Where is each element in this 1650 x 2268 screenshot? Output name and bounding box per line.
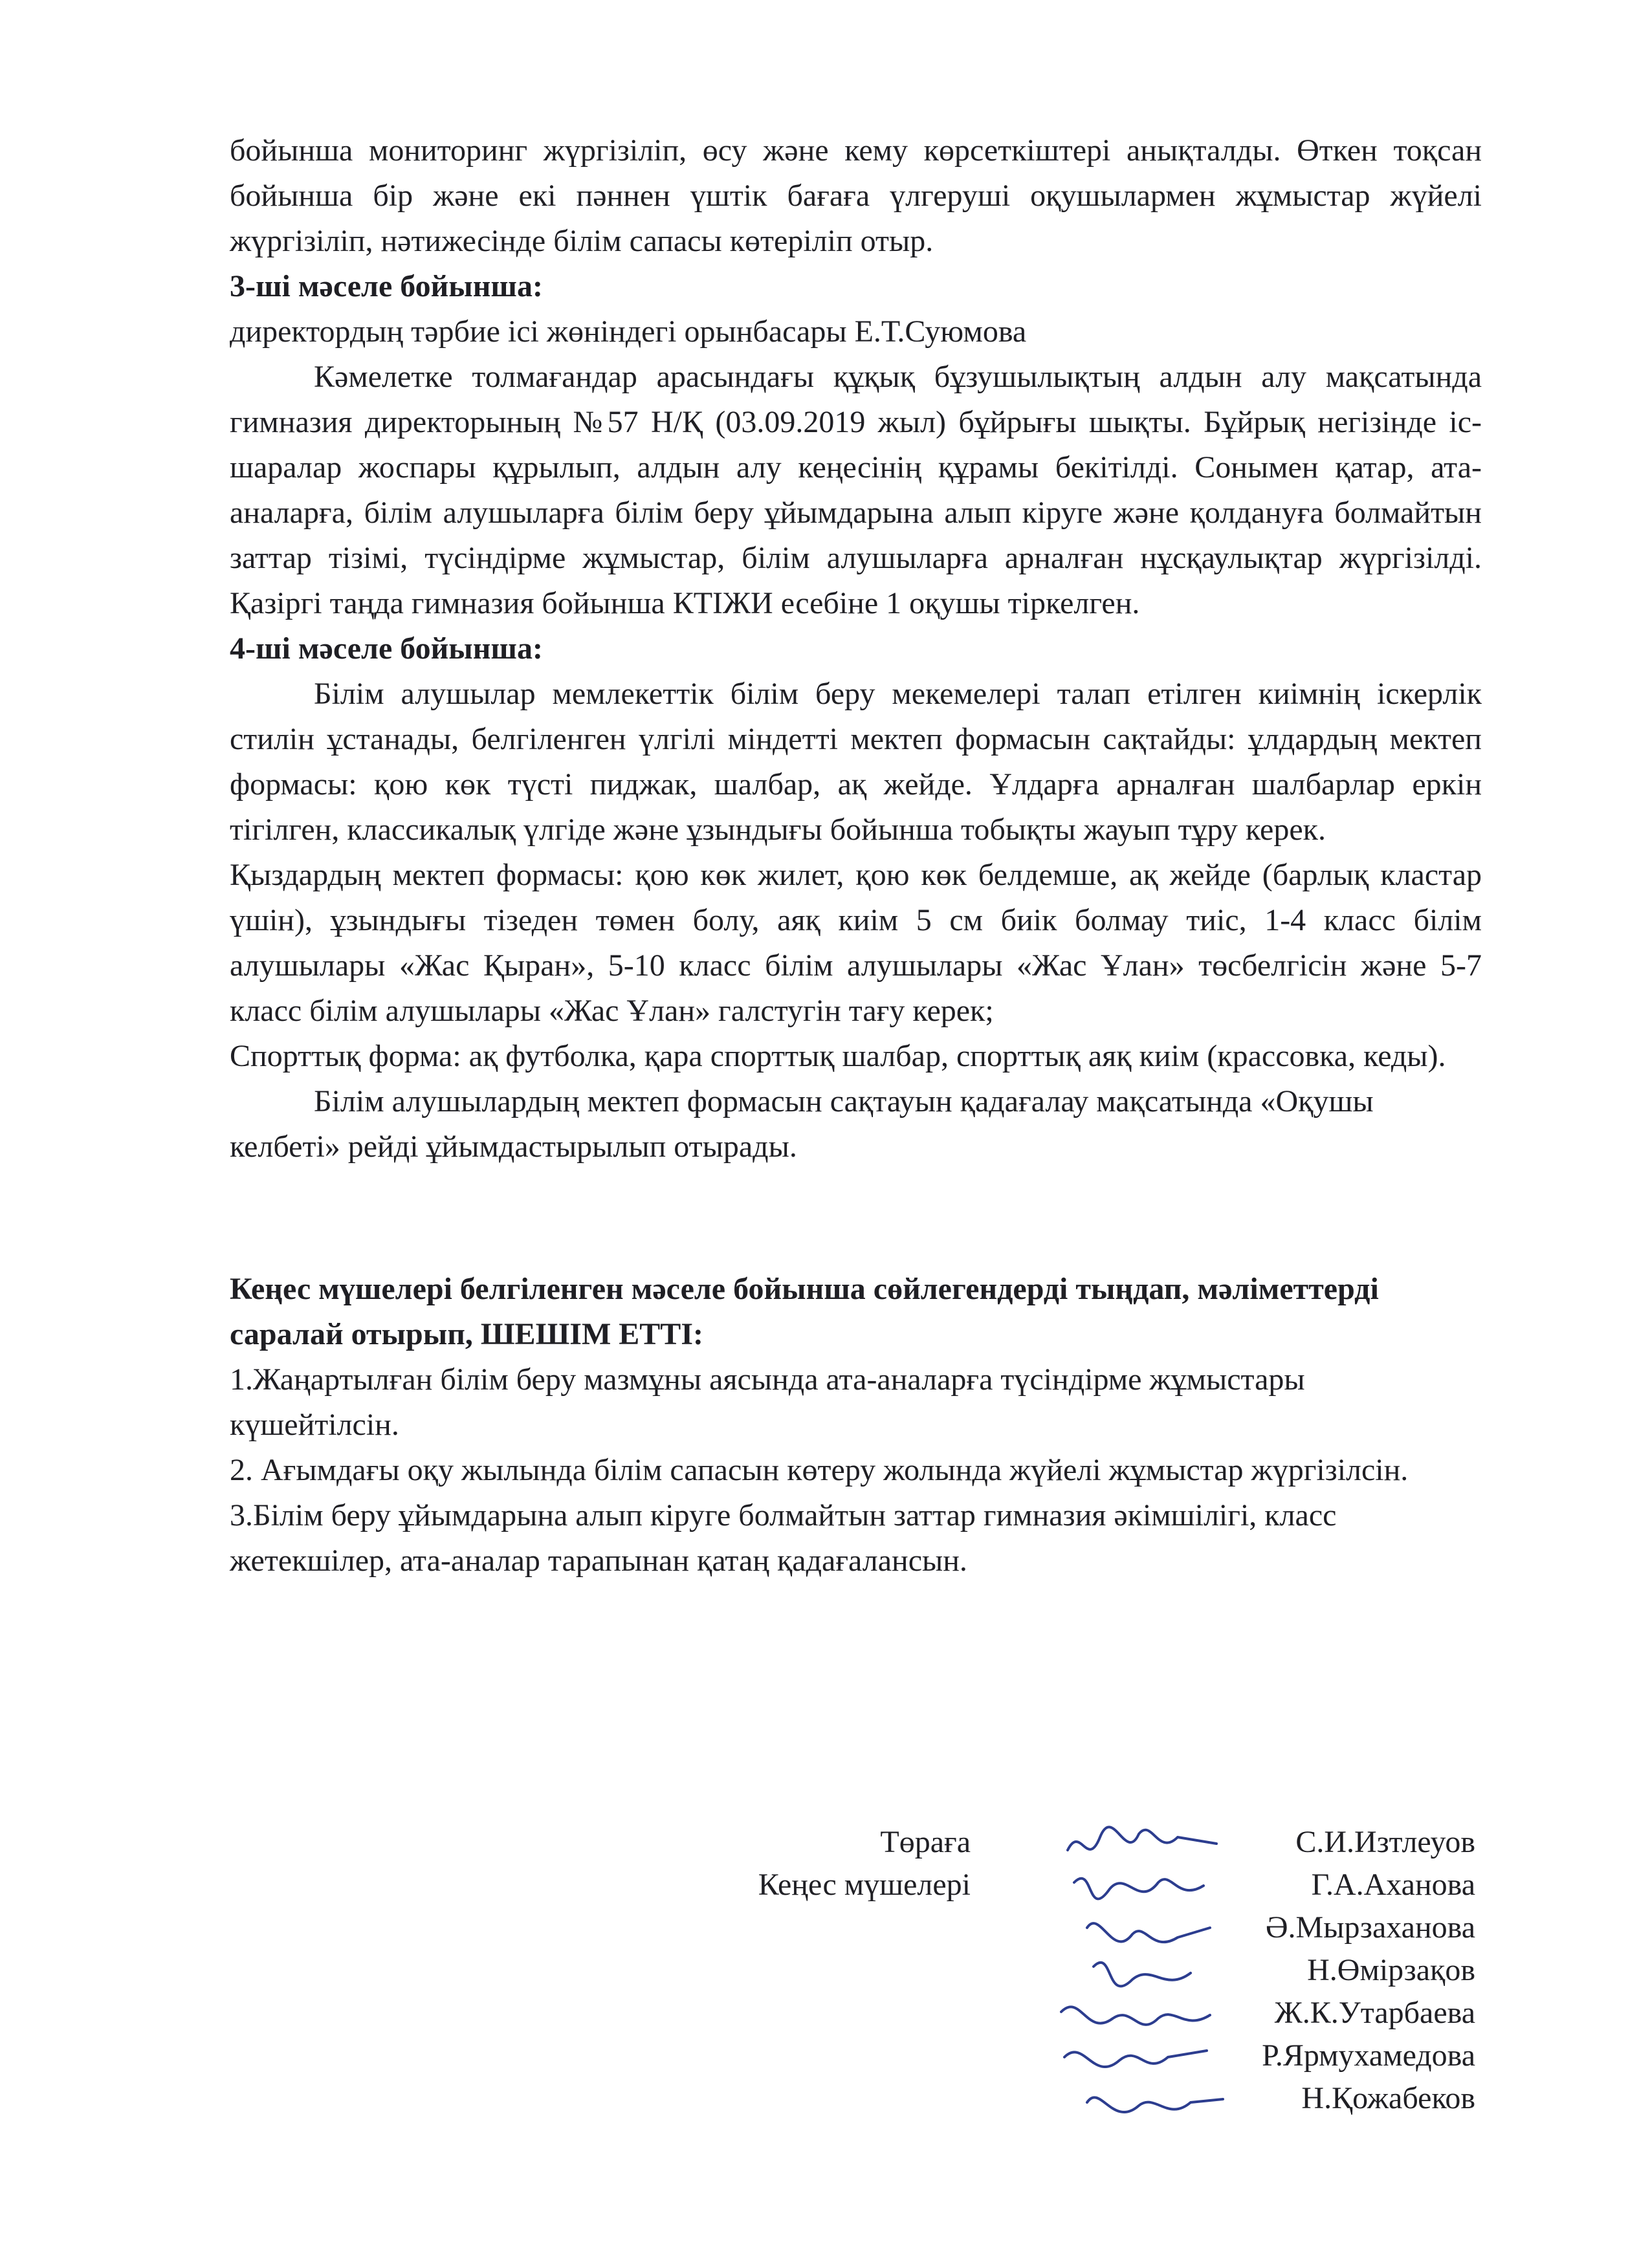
decision-item-1: 1.Жаңартылған білім беру мазмұны аясында ата-аналарға түсіндірме жұмыстары күшейтілсін.: [230, 1362, 1305, 1442]
signatory-name: Р.Ярмухамедова: [1262, 2038, 1475, 2073]
signatory-name: Н.Өмірзақов: [1307, 1953, 1475, 1987]
members-label: Кеңес мүшелері: [758, 1868, 971, 1902]
document-body: [230, 128, 1482, 1584]
signatory-name: Г.А.Аханова: [1311, 1868, 1475, 1902]
section-4-heading: 4-ші мәселе бойынша:: [230, 631, 543, 666]
chair-label: Төраға: [880, 1825, 971, 1859]
section-3-heading: 3-ші мәселе бойынша:: [230, 269, 543, 303]
signatory-name: Ә.Мырзаханова: [1265, 1910, 1475, 1945]
spacer: [230, 1170, 1482, 1267]
signatory-name: Ж.К.Утарбаева: [1274, 1996, 1475, 2030]
section-4-paragraph-2: Қыздардың мектеп формасы: қою көк жилет, қою көк белдемше, ақ жейде (барлық кластар үшін), ұзындығы тізеден төмен болу, аяқ киім 5 см биік болмау тиіс, 1-4 класс білім алушылары «Жас Қыран», 5-10 класс білім алушылары «Жас Ұлан» төсбелгісін және 5-7 класс білім алушылары «Жас Ұлан» галстугін тағу керек;: [230, 858, 1482, 1028]
section-3-paragraph: Кәмелетке толмағандар арасындағы құқық бұзушылықтың алдын алу мақсатында гимназия директорының №57 Н/Қ (03.09.2019 жыл) бұйрығы шықты. Бұйрық негізінде іс-шаралар жоспары құрылып, алдын алу кеңесінің құрамы бекітілді. Сонымен қатар, ата-аналарға, білім алушыларға білім беру ұйымдарына алып кіруге және қолдануға болмайтын заттар тізімі, түсіндірме жұмыстар, білім алушыларға арналған нұсқаулықтар жүргізілді. Қазіргі таңда гимназия бойынша КТІЖИ есебіне 1 оқушы тіркелген.: [230, 360, 1482, 620]
signatory-name: Н.Қожабеков: [1301, 2081, 1475, 2115]
signatory-name: С.И.Изтлеуов: [1295, 1825, 1475, 1859]
section-3-speaker: директордың тәрбие ісі жөніндегі орынбасары Е.Т.Суюмова: [230, 314, 1027, 349]
signature-block: [758, 1824, 1482, 2128]
decision-item-2: 2. Ағымдағы оқу жылында білім сапасын көтеру жолында жүйелі жұмыстар жүргізілсін.: [230, 1453, 1409, 1487]
section-4-paragraph-1: Білім алушылар мемлекеттік білім беру мекемелері талап етілген киімнің іскерлік стилін ұстанады, белгіленген үлгілі міндетті мектеп формасын сақтайды: ұлдардың мектеп формасы: қою көк түсті пиджак, шалбар, ақ жейде. Ұлдарға арналған шалбарлар еркін тігілген, классикалық үлгіде және ұзындығы бойынша тобықты жауып тұру керек.: [230, 677, 1482, 847]
section-4-paragraph-4: Білім алушылардың мектеп формасын сақтауын қадағалау мақсатында «Оқушы келбеті» рейді ұйымдастырылып отырады.: [230, 1084, 1374, 1164]
intro-paragraph: бойынша мониторинг жүргізіліп, өсу және кему көрсеткіштері анықталды. Өткен тоқсан бойынша бір және екі пәннен үштік бағаға үлгеруші оқушылармен жұмыстар жүйелі жүргізіліп, нәтижесінде білім сапасы көтеріліп отыр.: [230, 133, 1482, 258]
decision-heading: Кеңес мүшелері белгіленген мәселе бойынша сөйлегендерді тыңдап, мәліметтерді саралай отырып, ШЕШІМ ЕТТІ:: [230, 1272, 1379, 1351]
decision-item-3: 3.Білім беру ұйымдарына алып кіруге болмайтын заттар гимназия әкімшілігі, класс жетекшілер, ата-аналар тарапынан қатаң қадағалансын.: [230, 1498, 1337, 1578]
section-4-paragraph-3: Спорттық форма: ақ футболка, қара спорттық шалбар, спорттық аяқ киім (крассовка, кеды).: [230, 1039, 1446, 1073]
